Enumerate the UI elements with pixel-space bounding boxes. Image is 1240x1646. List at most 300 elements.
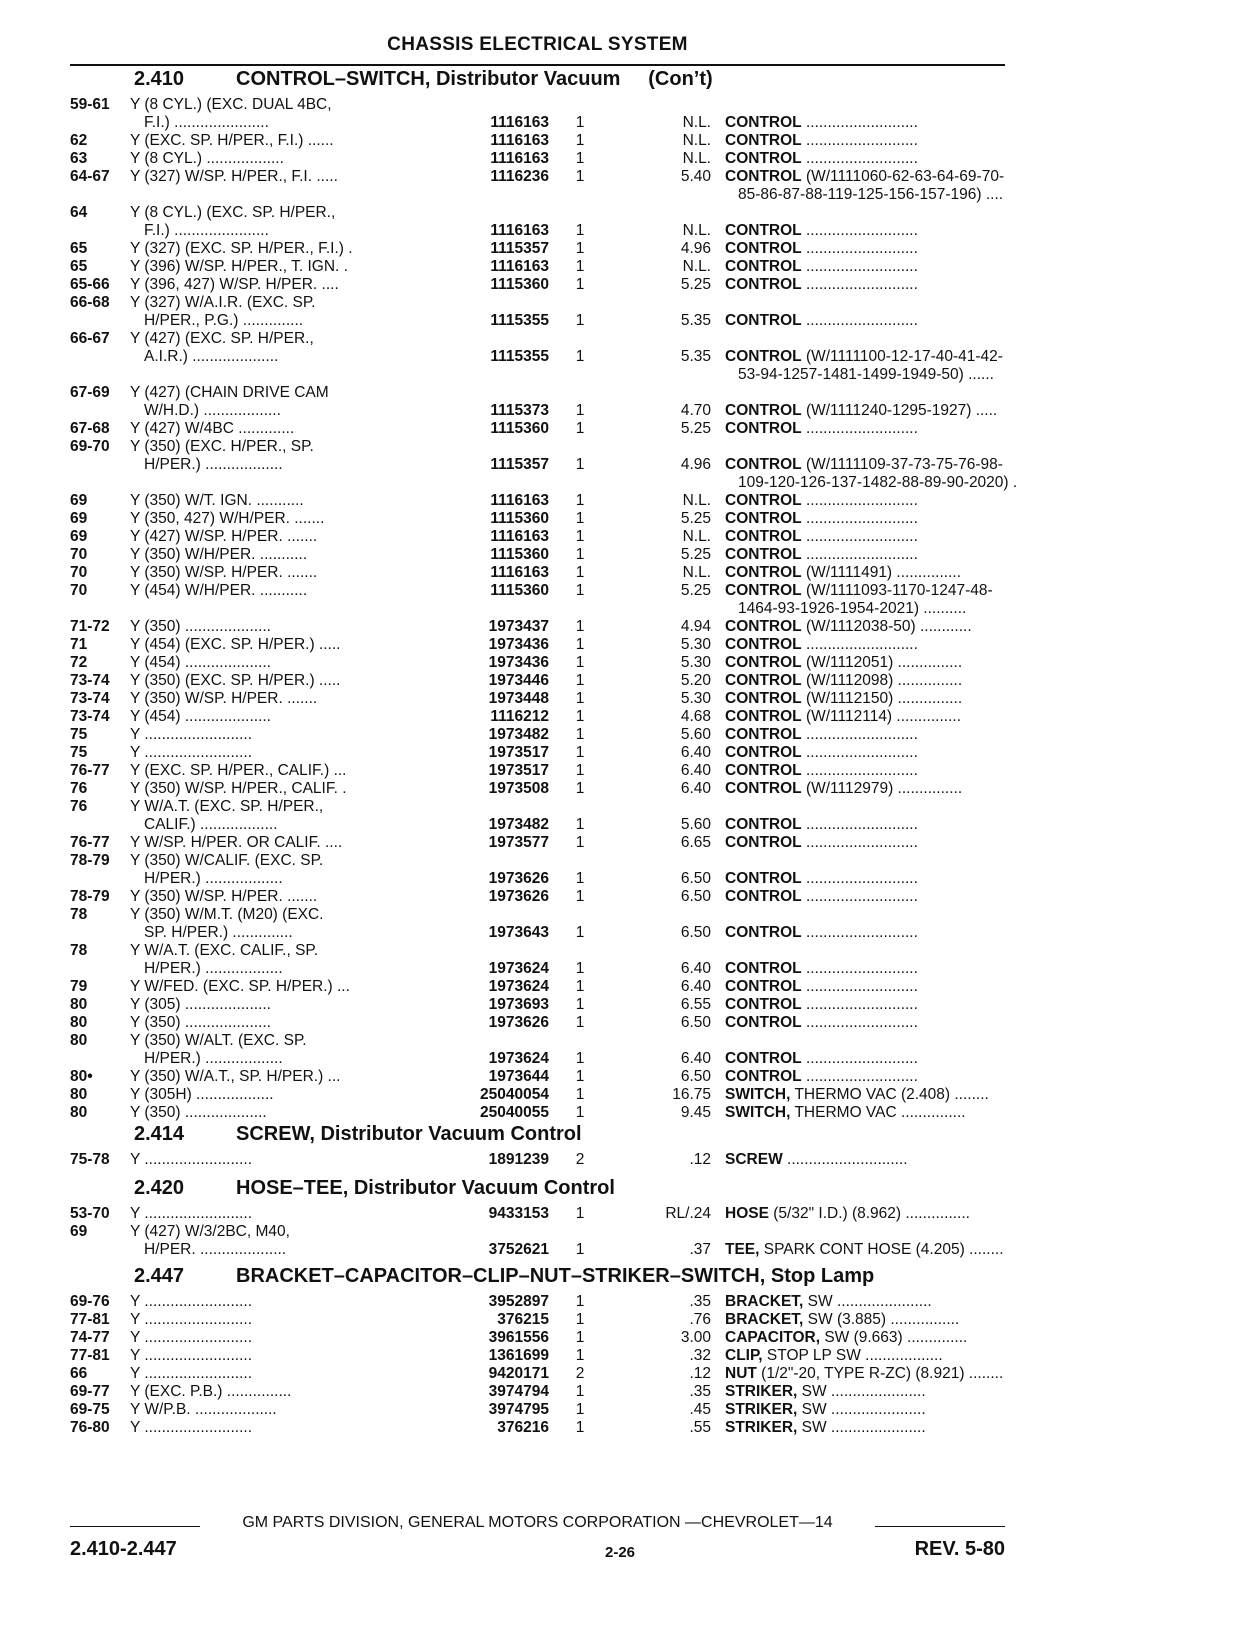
description: Y (454) .................... [130,708,271,725]
part-row [70,978,1005,996]
description: Y ......................... [130,1347,253,1364]
description: Y ......................... [130,1151,253,1168]
part-number: 1973624 [488,960,549,977]
model-years: 65 [70,240,88,257]
part-name: CONTROL .......................... [725,762,918,779]
price: .12 [689,1151,711,1168]
part-row [70,330,1005,348]
part-name: TEE, SPARK CONT HOSE (4.205) ........ [725,1241,1004,1258]
part-name: CONTROL .......................... [725,510,918,527]
description: Y (350) W/SP. H/PER. ....... [130,690,318,707]
part-row [70,744,1005,762]
section-title: HOSE–TEE, Distributor Vacuum Control [236,1177,615,1199]
footer-center-text: GM PARTS DIVISION, GENERAL MOTORS CORPORATION —CHEVROLET—14 [236,1514,838,1531]
price: 4.94 [680,618,711,635]
quantity: 1 [575,1329,585,1346]
part-number: 1973482 [488,726,549,743]
model-years: 78-79 [70,888,110,905]
part-number: 1973517 [488,744,549,761]
part-number: 3974795 [488,1401,549,1418]
part-row [70,600,1005,618]
part-name: CLIP, STOP LP SW .................. [725,1347,943,1364]
part-number: 1116163 [490,222,549,239]
price: 6.65 [680,834,711,851]
part-row [70,1347,1005,1365]
model-years: 64 [70,204,88,221]
part-name: CONTROL (W/1112051) ............... [725,654,963,671]
part-number: 1973448 [488,690,549,707]
part-row [70,420,1005,438]
description: Y (305) .................... [130,996,271,1013]
quantity: 1 [575,708,585,725]
part-name: CONTROL .......................... [725,276,918,293]
price: 4.96 [680,456,711,473]
quantity: 1 [575,1347,585,1364]
part-number: 1973643 [488,924,549,941]
price: 4.70 [680,402,711,419]
part-name: CONTROL (W/1111100-12-17-40-41-42- [725,348,1003,365]
quantity: 1 [575,672,585,689]
part-row [70,1419,1005,1437]
description: Y (350) (EXC. H/PER., SP. [130,438,314,455]
part-name: CONTROL .......................... [725,816,918,833]
part-number: 1973577 [488,834,549,851]
price: .45 [689,1401,711,1418]
part-number: 1115360 [490,420,549,437]
price: 6.50 [680,888,711,905]
description: Y (350, 427) W/H/PER. ....... [130,510,325,527]
description: F.I.) ...................... [144,114,269,131]
price: 4.96 [680,240,711,257]
quantity: 1 [575,888,585,905]
model-years: 65 [70,258,88,275]
part-name: CONTROL .......................... [725,150,918,167]
quantity: 1 [575,528,585,545]
price: 5.30 [680,690,711,707]
part-row [70,1293,1005,1311]
page-number: 2-26 [604,1544,636,1561]
part-name: CONTROL .......................... [725,726,918,743]
part-row [70,1223,1005,1241]
part-name: CONTROL .......................... [725,636,918,653]
part-name: CONTROL (W/1112038-50) ............ [725,618,972,635]
part-row [70,888,1005,906]
description: Y W/A.T. (EXC. CALIF., SP. [130,942,319,959]
model-years: 75 [70,726,88,743]
part-name: CONTROL .......................... [725,924,918,941]
description: Y (EXC. SP. H/PER., F.I.) ...... [130,132,334,149]
model-years: 78 [70,942,88,959]
part-row [70,780,1005,798]
section-heading [70,1123,1005,1147]
part-name: CONTROL .......................... [725,258,918,275]
price: N.L. [682,492,711,509]
description: Y W/P.B. ................... [130,1401,277,1418]
description: Y W/SP. H/PER. OR CALIF. .... [130,834,343,851]
quantity: 1 [575,924,585,941]
model-years: 73-74 [70,708,110,725]
part-name: CONTROL (W/1111491) ............... [725,564,961,581]
model-years: 75 [70,744,88,761]
quantity: 1 [575,1050,585,1067]
quantity: 1 [575,276,585,293]
part-name: CONTROL .......................... [725,492,918,509]
model-years: 63 [70,150,88,167]
part-name: CONTROL .......................... [725,132,918,149]
part-row [70,114,1005,132]
model-years: 62 [70,132,88,149]
part-row [70,726,1005,744]
part-name: SWITCH, THERMO VAC (2.408) ........ [725,1086,989,1103]
part-row [70,438,1005,456]
quantity: 1 [575,1068,585,1085]
part-row [70,492,1005,510]
part-row [70,1365,1005,1383]
description: Y (8 CYL.) .................. [130,150,284,167]
model-years: 80 [70,996,88,1013]
price: RL/.24 [665,1205,711,1222]
price: 5.35 [680,348,711,365]
section-heading [70,1177,1005,1201]
quantity: 1 [575,150,585,167]
part-number: 1973693 [488,996,549,1013]
part-name: NUT (1/2"-20, TYPE R-ZC) (8.921) ........ [725,1365,1004,1382]
description: Y (427) W/4BC ............. [130,420,295,437]
part-name: CONTROL .......................... [725,420,918,437]
part-row [70,870,1005,888]
price: 6.50 [680,924,711,941]
part-row [70,222,1005,240]
model-years: 66-68 [70,294,110,311]
price: N.L. [682,150,711,167]
part-row [70,834,1005,852]
model-years: 76 [70,780,88,797]
description: Y ......................... [130,1329,253,1346]
section-number: 2.420 [134,1177,185,1199]
quantity: 1 [575,420,585,437]
quantity: 1 [575,222,585,239]
description: H/PER., P.G.) .............. [144,312,304,329]
part-row [70,618,1005,636]
model-years: 65-66 [70,276,110,293]
part-number: 1116163 [490,528,549,545]
part-name: CONTROL (W/1111093-1170-1247-48- [725,582,993,599]
part-name: CONTROL .......................... [725,888,918,905]
price: 6.40 [680,978,711,995]
price: 6.40 [680,1050,711,1067]
part-number: 376215 [497,1311,549,1328]
description: Y W/FED. (EXC. SP. H/PER.) ... [130,978,350,995]
section-title: BRACKET–CAPACITOR–CLIP–NUT–STRIKER–SWITCH, Stop Lamp [236,1265,875,1287]
section-heading [70,1265,1005,1289]
price: .55 [689,1419,711,1436]
part-number: 1973482 [488,816,549,833]
part-number: 1973446 [488,672,549,689]
description: H/PER. .................... [144,1241,287,1258]
price: 6.40 [680,960,711,977]
price: N.L. [682,132,711,149]
part-name: STRIKER, SW ...................... [725,1401,926,1418]
description: Y ......................... [130,726,253,743]
model-years: 80 [70,1014,88,1031]
part-row [70,654,1005,672]
part-number: 25040055 [480,1104,549,1121]
quantity: 1 [575,258,585,275]
part-number: 9420171 [488,1365,549,1382]
part-number: 1116236 [490,168,549,185]
part-row [70,366,1005,384]
price: 5.25 [680,420,711,437]
model-years: 79 [70,978,88,995]
part-row [70,690,1005,708]
part-number: 1116163 [490,150,549,167]
part-number: 1115357 [490,240,549,257]
price: .35 [689,1383,711,1400]
part-number: 1973437 [488,618,549,635]
model-years: 77-81 [70,1347,110,1364]
description: Y (396) W/SP. H/PER., T. IGN. . [130,258,348,275]
model-years: 53-70 [70,1205,110,1222]
description: Y ......................... [130,1205,253,1222]
part-row [70,906,1005,924]
model-years: 74-77 [70,1329,110,1346]
part-name: SWITCH, THERMO VAC ............... [725,1104,966,1121]
quantity: 1 [575,240,585,257]
model-years: 76 [70,798,88,815]
part-row [70,816,1005,834]
part-row [70,708,1005,726]
part-name: SCREW ............................ [725,1151,908,1168]
part-row [70,1401,1005,1419]
part-row [70,258,1005,276]
part-name: CONTROL .......................... [725,1050,918,1067]
part-row [70,852,1005,870]
part-row [70,924,1005,942]
part-name: STRIKER, SW ...................... [725,1419,926,1436]
part-row [70,348,1005,366]
description: Y (327) W/SP. H/PER., F.I. ..... [130,168,338,185]
part-row [70,1086,1005,1104]
description: Y (350) (EXC. SP. H/PER.) ..... [130,672,341,689]
price: N.L. [682,222,711,239]
price: 4.68 [680,708,711,725]
part-row [70,240,1005,258]
price: 3.00 [680,1329,711,1346]
part-number: 1116163 [490,114,549,131]
quantity: 1 [575,816,585,833]
price: 5.20 [680,672,711,689]
description: Y (305H) .................. [130,1086,274,1103]
price: 6.40 [680,762,711,779]
price: 9.45 [680,1104,711,1121]
quantity: 1 [575,780,585,797]
description: Y (427) W/3/2BC, M40, [130,1223,290,1240]
part-row [70,1050,1005,1068]
price: 5.60 [680,726,711,743]
model-years: 64-67 [70,168,110,185]
section-number: 2.414 [134,1123,185,1145]
quantity: 1 [575,1311,585,1328]
model-years: 59-61 [70,96,110,113]
description: Y ......................... [130,1293,253,1310]
quantity: 1 [575,546,585,563]
price: 5.30 [680,654,711,671]
description: Y W/A.T. (EXC. SP. H/PER., [130,798,324,815]
quantity: 1 [575,1014,585,1031]
quantity: 2 [575,1365,585,1382]
part-row [70,1014,1005,1032]
part-name: CONTROL (W/1112098) ............... [725,672,963,689]
part-row [70,1104,1005,1122]
part-number: 1973517 [488,762,549,779]
part-number: 1891239 [488,1151,549,1168]
description: Y (427) (EXC. SP. H/PER., [130,330,314,347]
part-number: 25040054 [480,1086,549,1103]
description: F.I.) ...................... [144,222,269,239]
part-row [70,186,1005,204]
description: Y (350) W/M.T. (M20) (EXC. [130,906,324,923]
model-years: 69-76 [70,1293,110,1310]
quantity: 1 [575,1401,585,1418]
part-number: 1116212 [490,708,549,725]
part-name: 1464-93-1926-1954-2021) .......... [738,600,967,617]
price: 5.25 [680,276,711,293]
price: 16.75 [672,1086,711,1103]
model-years: 71 [70,636,88,653]
part-row [70,168,1005,186]
price: 6.50 [680,870,711,887]
quantity: 1 [575,564,585,581]
part-row [70,582,1005,600]
part-number: 1973624 [488,978,549,995]
model-years: 76-77 [70,762,110,779]
part-name: 109-120-126-137-1482-88-89-90-2020) . [738,474,1018,491]
part-row [70,1241,1005,1259]
quantity: 1 [575,1383,585,1400]
section-title: CONTROL–SWITCH, Distributor Vacuum (Con’t) [236,68,713,90]
part-name: CONTROL .......................... [725,960,918,977]
description: Y (8 CYL.) (EXC. DUAL 4BC, [130,96,332,113]
part-row [70,1329,1005,1347]
part-row [70,996,1005,1014]
model-years: 70 [70,564,88,581]
price: .12 [689,1365,711,1382]
quantity: 1 [575,168,585,185]
model-years: 69 [70,492,88,509]
description: H/PER.) .................. [144,1050,283,1067]
part-row [70,528,1005,546]
description: Y (350) W/SP. H/PER., CALIF. . [130,780,347,797]
model-years: 69 [70,510,88,527]
price: 5.40 [680,168,711,185]
price: 6.40 [680,780,711,797]
quantity: 1 [575,834,585,851]
quantity: 1 [575,960,585,977]
part-number: 1115360 [490,276,549,293]
quantity: 1 [575,510,585,527]
quantity: 1 [575,1293,585,1310]
part-row [70,1032,1005,1050]
part-name: CONTROL .......................... [725,1014,918,1031]
part-number: 1973644 [488,1068,549,1085]
part-name: CAPACITOR, SW (9.663) .............. [725,1329,968,1346]
quantity: 1 [575,1086,585,1103]
part-row [70,564,1005,582]
part-row [70,762,1005,780]
part-number: 1116163 [490,132,549,149]
section-title: SCREW, Distributor Vacuum Control [236,1123,582,1145]
part-row [70,96,1005,114]
part-name: CONTROL .......................... [725,744,918,761]
part-name: CONTROL .......................... [725,312,918,329]
description: Y (350) W/ALT. (EXC. SP. [130,1032,307,1049]
part-name: 85-86-87-88-119-125-156-157-196) .... [738,186,1004,203]
part-number: 1361699 [488,1347,549,1364]
model-years: 80• [70,1068,93,1085]
description: Y ......................... [130,1419,253,1436]
part-row [70,1383,1005,1401]
description: CALIF.) .................. [144,816,278,833]
part-name: CONTROL .......................... [725,834,918,851]
quantity: 1 [575,996,585,1013]
price: N.L. [682,564,711,581]
description: W/H.D.) .................. [144,402,281,419]
quantity: 1 [575,312,585,329]
revision-date: REV. 5-80 [914,1538,1005,1560]
part-name: CONTROL (W/1111060-62-63-64-69-70- [725,168,1005,185]
quantity: 1 [575,744,585,761]
part-row [70,1068,1005,1086]
part-row [70,1311,1005,1329]
model-years: 69-75 [70,1401,110,1418]
quantity: 1 [575,726,585,743]
part-row [70,960,1005,978]
part-number: 3974794 [488,1383,549,1400]
quantity: 1 [575,636,585,653]
part-number: 1115360 [490,582,549,599]
description: Y (427) (CHAIN DRIVE CAM [130,384,329,401]
section-number: 2.447 [134,1265,185,1287]
description: H/PER.) .................. [144,960,283,977]
description: Y (327) W/A.I.R. (EXC. SP. [130,294,316,311]
model-years: 69-77 [70,1383,110,1400]
part-number: 3961556 [488,1329,549,1346]
quantity: 1 [575,870,585,887]
quantity: 1 [575,132,585,149]
part-number: 1973436 [488,654,549,671]
description: Y (8 CYL.) (EXC. SP. H/PER., [130,204,336,221]
part-number: 1973624 [488,1050,549,1067]
model-years: 70 [70,546,88,563]
part-name: CONTROL .......................... [725,546,918,563]
description: Y (350) .................... [130,618,271,635]
description: Y (327) (EXC. SP. H/PER., F.I.) . [130,240,353,257]
part-row [70,1151,1005,1169]
part-name: CONTROL (W/1112150) ............... [725,690,963,707]
model-years: 78 [70,906,88,923]
part-name: 53-94-1257-1481-1499-1949-50) ...... [738,366,994,383]
part-number: 1973508 [488,780,549,797]
quantity: 1 [575,582,585,599]
part-name: CONTROL .......................... [725,996,918,1013]
part-name: CONTROL (W/1111240-1295-1927) ..... [725,402,998,419]
part-number: 1116163 [490,492,549,509]
section-number: 2.410 [134,68,185,90]
part-number: 3952897 [488,1293,549,1310]
price: .37 [689,1241,711,1258]
description: Y (350) W/T. IGN. ........... [130,492,304,509]
quantity: 1 [575,1205,585,1222]
